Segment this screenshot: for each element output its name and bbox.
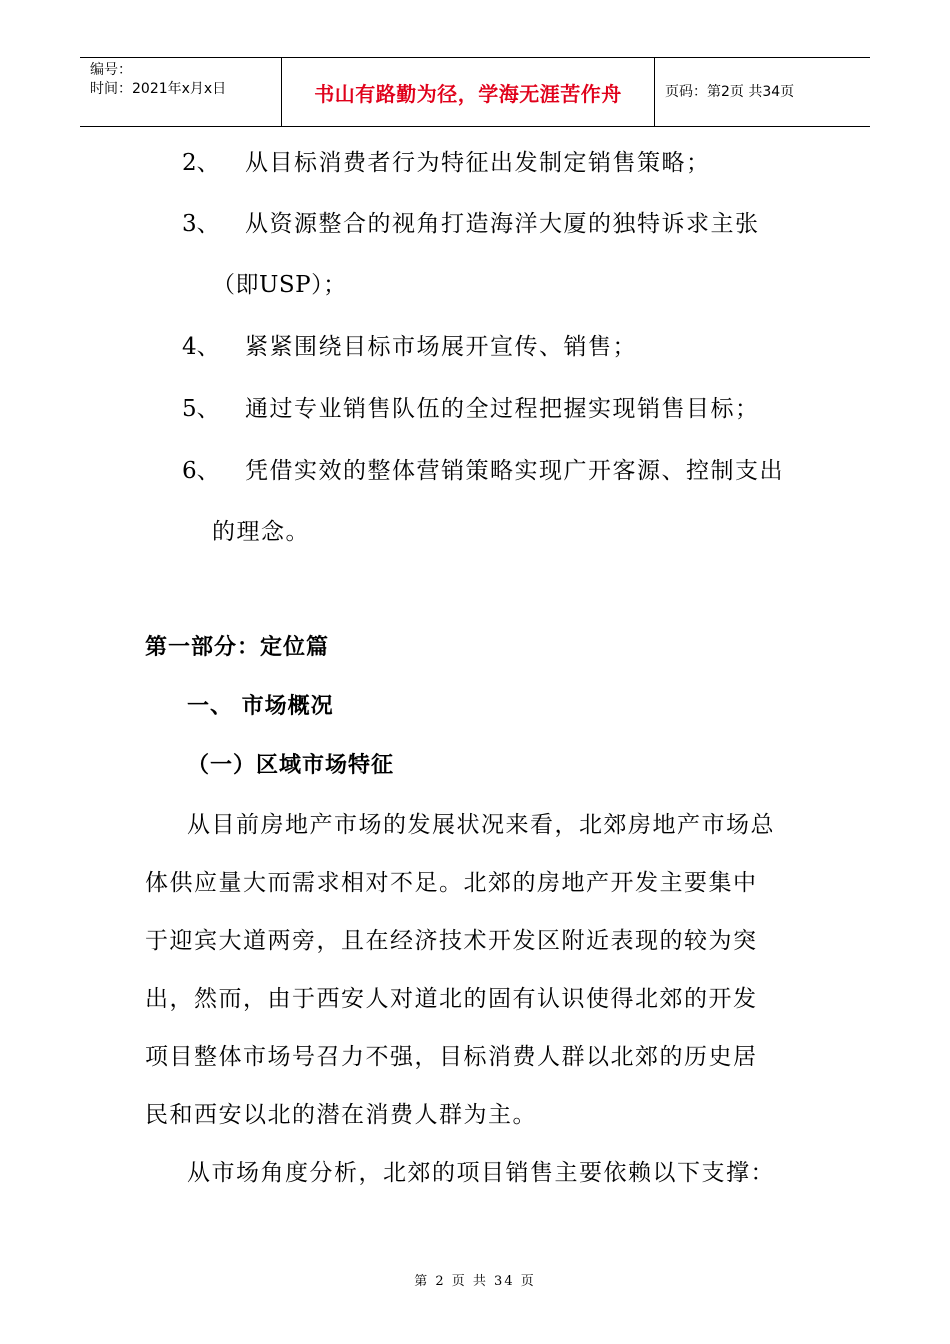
number-label: 编号： (90, 62, 132, 78)
paragraph-line: 项目整体市场号召力不强，目标消费人群以北郊的历史居 (145, 1044, 758, 1070)
list-item-text: 凭借实效的整体营销策略实现广开客源、控制支出 (245, 458, 784, 484)
list-item-text: （即USP）； (212, 272, 347, 298)
list-item-text: 从资源整合的视角打造海洋大厦的独特诉求主张 (245, 211, 760, 237)
header-page-cell (655, 58, 870, 126)
list-item-number: 2、 (182, 150, 220, 176)
list-item-number: 3、 (182, 211, 220, 237)
list-item-text: 通过专业销售队伍的全过程把握实现销售目标； (245, 396, 760, 422)
page-footer: 第 2 页 共 34 页 (414, 1274, 536, 1289)
paragraph-line: 于迎宾大道两旁，且在经济技术开发区附近表现的较为突 (145, 928, 758, 954)
paragraph-line: 从目前房地产市场的发展状况来看，北郊房地产市场总 (187, 812, 775, 838)
paragraph-line: 体供应量大而需求相对不足。北郊的房地产开发主要集中 (145, 870, 758, 896)
header-meta-cell (80, 58, 282, 126)
part-heading: 第一部分：定位篇 (145, 635, 330, 660)
motto: 书山有路勤为径，学海无涯苦作舟 (314, 82, 622, 106)
list-item-number: 4、 (182, 334, 220, 360)
paragraph-line: 从市场角度分析，北郊的项目销售主要依赖以下支撑： (187, 1160, 775, 1186)
subsection-heading: （一）区域市场特征 (187, 753, 395, 778)
list-item-number: 5、 (182, 396, 220, 422)
list-item-text: 从目标消费者行为特征出发制定销售策略； (245, 150, 711, 176)
header-motto-cell (282, 58, 655, 126)
page-header (80, 57, 870, 127)
date-label: 时间：2021年x月x日 (90, 81, 227, 97)
paragraph-line: 出，然而，由于西安人对道北的固有认识使得北郊的开发 (145, 986, 758, 1012)
list-item-text: 的理念。 (212, 519, 310, 545)
page-info: 页码：第2页 共34页 (665, 84, 795, 100)
list-item-text: 紧紧围绕目标市场展开宣传、销售； (245, 334, 637, 360)
section-heading: 一、 市场概况 (187, 694, 334, 719)
list-item-number: 6、 (182, 458, 220, 484)
paragraph-line: 民和西安以北的潜在消费人群为主。 (145, 1102, 537, 1128)
